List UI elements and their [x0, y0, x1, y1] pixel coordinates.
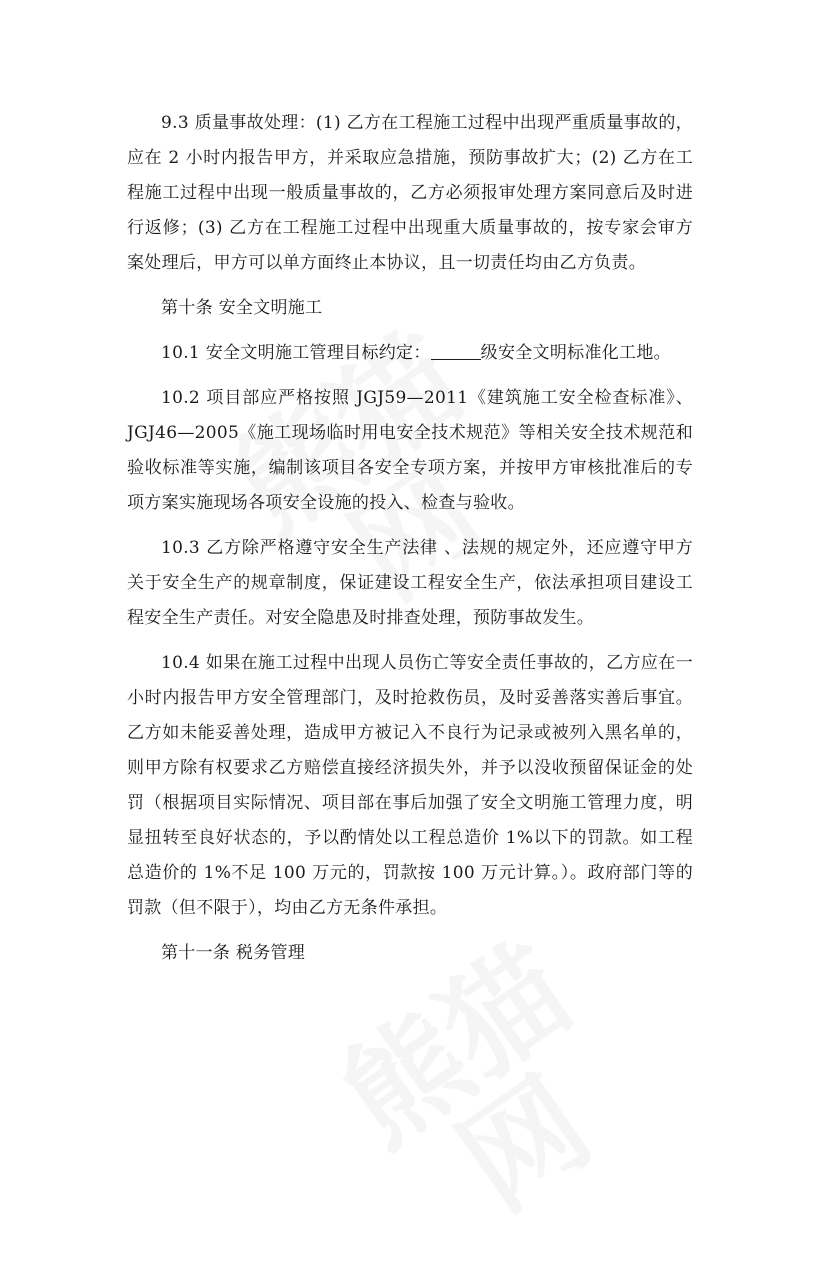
paragraph-10-4: 10.4 如果在施工过程中出现人员伤亡等安全责任事故的，乙方应在一小时内报告甲方安全管理部门，及时抢救伤员，及时妥善落实善后事宜。乙方如未能妥善处理，造成甲方被记入不良行为记录或被列入黑名单的，则甲方除有权要求乙方赔偿直接经济损失外，并予以没收预留保证金的处罚（根据项目实际情况、项目部在事后加强了安全文明施工管理力度，明显扭转至良好状态的，予以酌情处以工程总造价 1%以下的罚款。如工程总造价的 1%不足 100 万元的，罚款按 100 万元计算。）。政府部门等的罚款（但不限于），均由乙方无条件承担。	[127, 653, 693, 918]
paragraph-10-1-tail: 级安全文明标准化工地。	[480, 343, 671, 363]
paragraph-10-1	[127, 336, 693, 371]
paragraph-9-3: 9.3 质量事故处理：(1) 乙方在工程施工过程中出现严重质量事故的，应在 2 小时内报告甲方，并采取应急措施，预防事故扩大；(2) 乙方在工程施工过程中出现一般质量事故的，乙方必须报审处理方案同意后及时进行返修；(3) 乙方在工程施工过程中出现重大质量事故的，按专家会审方案处理后，甲方可以单方面终止本协议，且一切责任均由乙方负责。	[127, 113, 693, 273]
article-10-heading: 第十条 安全文明施工	[161, 298, 323, 318]
document-body	[127, 106, 693, 971]
paragraph-10-1-lead: 10.1 安全文明施工管理目标约定：	[161, 343, 431, 363]
paragraph-10-3: 10.3 乙方除严格遵守安全生产法律 、法规的规定外，还应遵守甲方关于安全生产的规章制度，保证建设工程安全生产，依法承担项目建设工程安全生产责任。对安全隐患及时排查处理，预防事故发生。	[127, 538, 693, 628]
target-level-blank[interactable]	[431, 341, 481, 360]
article-11-heading: 第十一条 税务管理	[161, 943, 306, 963]
paragraph-10-2: 10.2 项目部应严格按照 JGJ59—2011《建筑施工安全检查标准》、JGJ46—2005《施工现场临时用电安全技术规范》等相关安全技术规范和验收标准等实施，编制该项目各安全专项方案，并按甲方审核批准后的专项方案实施现场各项安全设施的投入、检查与验收。	[127, 388, 693, 513]
